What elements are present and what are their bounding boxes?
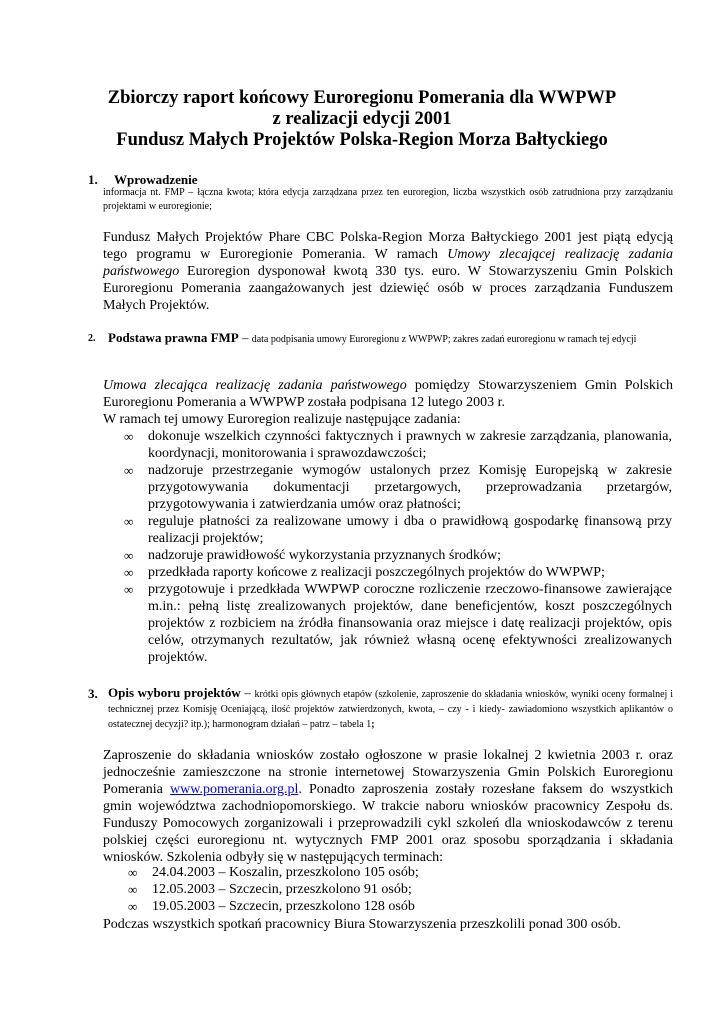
task-text: przedkłada raporty końcowe z realizacji poszczególnych projektów do WWPWP; xyxy=(148,565,605,580)
section-2-heading-block xyxy=(108,330,673,347)
infinity-bullet-icon: ∞ xyxy=(124,429,134,444)
section-2-note: data podpisania umowy Euroregionu z WWPWP; zakres zadań euroregionu w ramach tej edycji xyxy=(251,334,637,345)
task-text: reguluje płatności za realizowane umowy i dba o prawidłową gospodarkę finansową przy realizacji projektów; xyxy=(148,514,672,546)
section-3-note-end: ; xyxy=(371,719,375,730)
section-1-number: 1. xyxy=(88,172,98,187)
infinity-bullet-icon: ∞ xyxy=(128,865,138,880)
infinity-bullet-icon: ∞ xyxy=(124,463,134,478)
training-session-text: 12.05.2003 – Szczecin, przeszkolono 91 osób; xyxy=(152,882,412,897)
s1-p1-em: Umowy zlecającej realizację zadania państwowego xyxy=(103,247,673,279)
task-item xyxy=(124,547,672,564)
title-line-1: Zbiorczy raport końcowy Euroregionu Pomerania dla WWPWP xyxy=(107,88,617,108)
training-session-item xyxy=(128,881,528,898)
training-sessions-list xyxy=(128,864,528,915)
pomerania-link[interactable]: www.pomerania.org.pl xyxy=(170,782,299,797)
task-text: dokonuje wszelkich czynności faktycznych i prawnych w zakresie zarządzania, planowania, koordynacji, monitorowania i sprawozdawczości; xyxy=(148,429,672,461)
infinity-bullet-icon: ∞ xyxy=(124,514,134,529)
task-item xyxy=(124,513,672,547)
title-line-2: z realizacji edycji 2001 xyxy=(272,109,452,129)
section-3-heading: Opis wyboru projektów xyxy=(108,685,241,700)
task-item xyxy=(124,581,672,666)
training-session-item xyxy=(128,864,528,881)
training-session-text: 19.05.2003 – Szczecin, przeszkolono 128 osób xyxy=(152,899,415,914)
section-1-heading: Wprowadzenie xyxy=(114,172,198,187)
section-2-number: 2. xyxy=(88,333,96,344)
s1-p1-a: Fundusz Małych Projektów Phare CBC Polska-Region Morza Bałtyckiego 2001 jest piątą edycją tego programu w Euroregionie Pomerania. W ramach xyxy=(103,230,673,262)
s3-p1-b: . Ponadto zaproszenia zostały rozesłane faksem do wszystkich gmin województwa zachodniopomorskiego. W trakcie naboru wniosków pracownicy Zespołu ds. Funduszy Pomocowych zorganizowali i przeprowadzili cykl szkoleń dla wnioskodawców z terenu polskiej części euroregionu nt. wytycznych FMP 2001 oraz sposobu sporządzania i składania wniosków. Szkolenia odbyły się w następujących terminach: xyxy=(103,782,673,865)
report-title xyxy=(60,88,664,151)
tasks-list xyxy=(124,428,672,666)
section-3-summary: Podczas wszystkich spotkań pracownicy Biura Stowarzyszenia przeszkolili ponad 300 osób. xyxy=(103,917,621,932)
section-3-paragraph xyxy=(103,747,673,866)
task-text: nadzoruje prawidłowość wykorzystania przyznanych środków; xyxy=(148,548,502,563)
section-3-number: 3. xyxy=(88,686,98,701)
task-text: przygotowuje i przedkłada WWPWP coroczne rozliczenie rzeczowo-finansowe zawierające m.in.: pełną listę zrealizowanych projektów, dane beneficjentów, koszt poszczególnych projektów z rozbiciem na źródła finansowania oraz miejsce i datę realizacji projektów, opis celów, otrzymanych rezultatów, jak również własną ocenę efektywności zrealizowanych projektów. xyxy=(148,582,672,665)
training-session-text: 24.04.2003 – Koszalin, przeszkolono 105 osób; xyxy=(152,865,419,880)
infinity-bullet-icon: ∞ xyxy=(124,548,134,563)
infinity-bullet-icon: ∞ xyxy=(124,582,134,597)
section-2-heading: Podstawa prawna FMP xyxy=(108,330,239,345)
s2-p1-em: Umowa zlecająca realizację zadania państwowego xyxy=(103,378,407,393)
section-1-paragraph xyxy=(103,229,673,314)
section-2-paragraph xyxy=(103,377,673,411)
s3-p1-a: Zaproszenie do składania wniosków zostało ogłoszone w prasie lokalnej 2 kwietnia 2003 r. oraz jednocześnie zamieszczone na stronie internetowej Stowarzyszenia Gmin Polskich Euroregionu Pomerania xyxy=(103,748,673,797)
section-2-intro: W ramach tej umowy Euroregion realizuje następujące zadania: xyxy=(103,412,461,427)
task-item xyxy=(124,428,672,462)
task-text: nadzoruje przestrzeganie wymogów ustalonych przez Komisję Europejską w zakresie przygotowywania dokumentacji przetargowych, przeprowadzania przetargów, przygotowywania i zatwierdzania umów oraz płatności; xyxy=(148,463,672,512)
infinity-bullet-icon: ∞ xyxy=(128,899,138,914)
section-3-heading-block xyxy=(108,685,673,732)
s2-p1-b: pomiędzy Stowarzyszeniem Gmin Polskich Euroregionu Pomerania a WWPWP została podpisana 12 lutego 2003 r. xyxy=(103,378,673,410)
training-session-item xyxy=(128,898,528,915)
title-line-3: Fundusz Małych Projektów Polska-Region Morza Bałtyckiego xyxy=(116,130,608,150)
infinity-bullet-icon: ∞ xyxy=(124,565,134,580)
section-3-dash: – xyxy=(240,685,255,700)
section-1-note: informacja nt. FMP – łączna kwota; która edycja zarządzana przez ten euroregion, liczba wszystkich osób zatrudniona przy zarządzaniu projektami w euroregionie; xyxy=(103,187,673,212)
task-item xyxy=(124,564,672,581)
section-3-note: krótki opis głównych etapów (szkolenie, zaproszenie do składania wniosków, wyniki oceny formalnej i technicznej przez Komisję Oceniającą, ilość projektów zatwierdzonych, kwota, – czy - i kiedy- zawiadomiono wszystkich aplikantów o ostatecznej decyzji? itp.); harmonogram działań – patrz – tabela 1 xyxy=(108,689,673,730)
s1-p1-b: Euroregion dysponował kwotą 330 tys. euro. W Stowarzyszeniu Gmin Polskich Euroregionu Pomerania zaangażowanych jest dziewięć osób w proces zarządzania Funduszem Małych Projektów. xyxy=(103,264,673,313)
section-2-dash: – xyxy=(238,330,252,345)
infinity-bullet-icon: ∞ xyxy=(128,882,138,897)
task-item xyxy=(124,462,672,513)
